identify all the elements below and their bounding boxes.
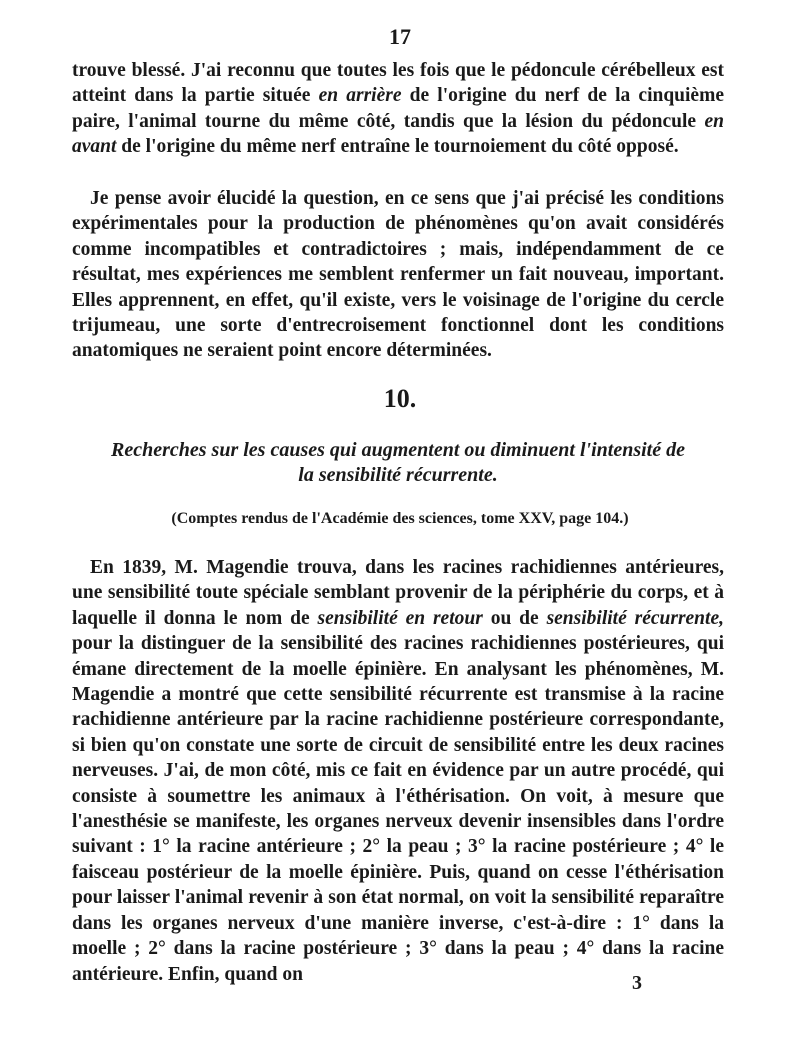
- citation: (Comptes rendus de l'Académie des sciences, tome XXV, page 104.): [171, 510, 629, 527]
- paragraph-1-emphasis-a: en arrière: [318, 85, 402, 107]
- paragraph-3-text-b: ou de: [482, 607, 547, 629]
- paragraph-3: [72, 555, 724, 987]
- paragraph-1-text-c: de l'origine du même nerf entraîne le tournoiement du côté opposé.: [116, 136, 679, 158]
- paragraph-3-emphasis-a: sensibilité en retour: [317, 607, 483, 629]
- page-number: 17: [389, 24, 411, 49]
- paragraph-3-text-c: pour la distinguer de la sensibilité des racines rachidiennes postérieures, qui émane directement de la moelle épinière. En analysant les phénomènes, M. Magendie a montré que cette sensibilité récurrente est transmise à la racine rachidienne antérieure par la racine rachidienne postérieure correspondante, si bien qu'on constate une sorte de circuit de sensibilité entre les deux racines nerveuses. J'ai, de mon côté, mis ce fait en évidence par un autre procédé, qui consiste à soumettre les animaux à l'éthérisation. On voit, à mesure que l'anesthésie se manifeste, les organes nerveux devenir insensibles dans l'ordre suivant : 1° la racine antérieure ; 2° la peau ; 3° la racine postérieure ; 4° le faisceau postérieur de la moelle épinière. Puis, quand on cesse l'éthérisation pour laisser l'animal revenir à son état normal, on voit la sensibilité reparaître dans les organes nerveux d'une manière inverse, c'est-à-dire : 1° dans la moelle ; 2° dans la racine postérieure ; 3° dans la peau ; 4° dans la racine antérieure. Enfin, quand on: [72, 633, 724, 985]
- section-title-line-2: la sensibilité récurrente.: [298, 464, 498, 486]
- paragraph-1-text-b: de l'origine du nerf de la cinquième paire, l'animal tourne du même côté, tandis que la lésion du pédoncule: [72, 85, 724, 132]
- signature-mark: 3: [632, 972, 642, 994]
- section-title-line-1: Recherches sur les causes qui augmentent ou diminuent l'intensité de: [111, 439, 685, 461]
- paragraph-2: Je pense avoir élucidé la question, en ce sens que j'ai précisé les conditions expérimentales pour la production de phénomènes qu'on avait considérés comme incompatibles et contradictoires ; mais, indépendamment de ce résultat, mes expériences me semblent renfermer un fait nouveau, important. Elles apprennent, en effet, qu'il existe, vers le voisinage de l'origine du cercle trijumeau, une sorte d'entrecroisement fonctionnel dont les conditions anatomiques ne seraient point encore déterminées.: [72, 188, 724, 362]
- paragraph-3-text-a: En 1839, M. Magendie trouva, dans les racines rachidiennes antérieures, une sensibilité toute spéciale semblant provenir de la périphérie du corps, et à laquelle il donna le nom de: [72, 557, 724, 629]
- paragraph-1-text-a: trouve blessé. J'ai reconnu que toutes les fois que le pédoncule cérébelleux est atteint dans la partie située: [72, 60, 724, 107]
- paragraph-1-emphasis-b: en avant: [72, 110, 724, 158]
- section-title: [72, 438, 724, 488]
- paragraph-1: [72, 58, 724, 160]
- paragraph-3-emphasis-b: sensibilité récurrente,: [546, 607, 724, 629]
- section-number: 10.: [383, 384, 417, 413]
